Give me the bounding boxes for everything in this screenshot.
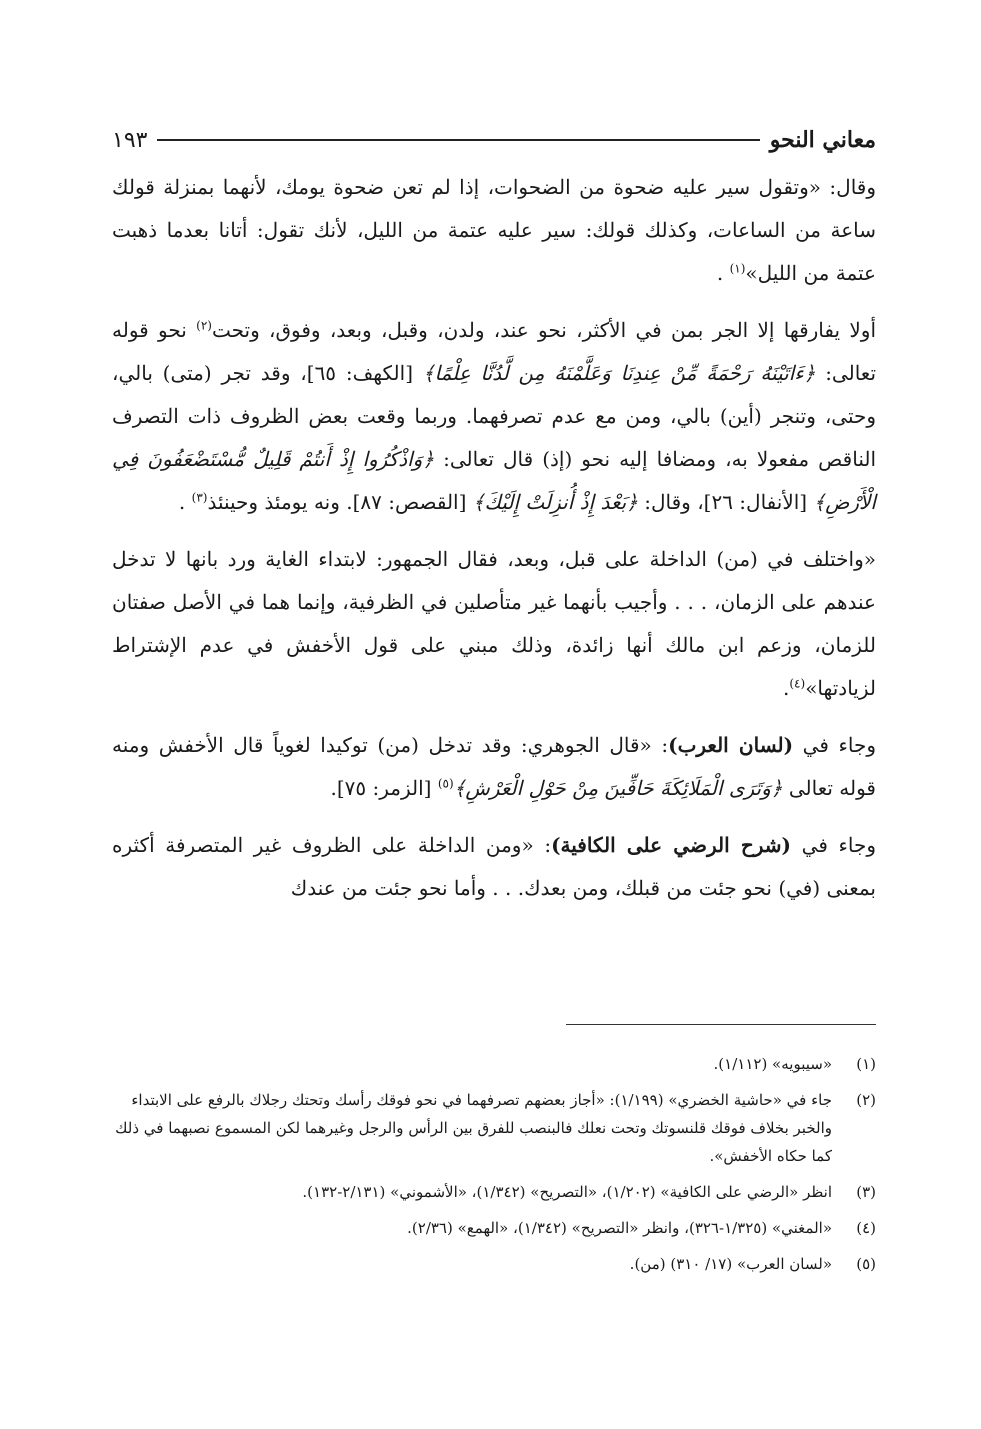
paragraph-text: [الأنفال: ٢٦]، وقال: [637,490,814,514]
footnote-ref: (٣) [191,490,208,505]
footnote-number: (١) [856,1055,876,1073]
footnote-ref: (٤) [789,676,806,691]
header-rule [157,139,759,141]
footnote-number: (٤) [856,1219,876,1237]
footnote-ref: (١) [729,261,746,276]
running-title: معاني النحو [769,127,876,153]
paragraph-text: [الكهف: ٦٥]، وقد تجر (متى) بالي، وحتى، وتنجر (أين) بالي، ومن مع عدم تصرفهما. وربما وقعت بعض الظروف ذات التصرف الناقص مفعولا به، ومضافا إليه نحو (إذ) قال تعالى: [112,361,876,471]
paragraph [112,724,876,810]
paragraph-text: : «قال الجوهري: وقد تدخل (من) توكيدا لغوياً قال الأخفش ومنه قوله تعالى [112,733,876,800]
paragraph [112,824,876,910]
quran-verse: ﴿ءَاتَيْنَهُ رَحْمَةً مِّنْ عِندِنَا وَعَلَّمْنَهُ مِن لَّدُنَّا عِلْمًا﴾ [422,361,816,385]
source-title: (شرح الرضي على الكافية) [551,833,792,857]
main-text [112,166,876,924]
footnote-text: انظر «الرضي على الكافية» (١/٢٠٢)، «التصريح» (١/٣٤٢)، «الأشموني» (٢/١٣١-١٣٢). [302,1183,832,1201]
paragraph-text: [الزمر: ٧٥]. [330,776,438,800]
footnote-text: جاء في «حاشية الخضري» (١/١٩٩): «أجاز بعضهم تصرفهما في نحو فوقك رأسك وتحتك رجلاك بالرفع على الابتداء والخبر بخلاف فوقك قلنسوتك وتحت نعلك فالبنصب للفرق بين الرأس والرجل وغيرهما لكن المسموع نصبهما في ذلك كما حكاه الأخفش». [115,1091,832,1165]
footnote-text: «المغني» (١/٣٢٥-٣٢٦)، وانظر «التصريح» (١/٣٤٢)، «الهمع» (٢/٣٦). [407,1219,832,1237]
footnote-number: (٢) [856,1091,876,1109]
footnote-number: (٣) [856,1183,876,1201]
page-header [112,120,876,160]
quran-verse: ﴿وَتَرَى الْمَلَائِكَةَ حَافِّينَ مِنْ حَوْلِ الْعَرْشِ﴾ [453,776,783,800]
paragraph-text: : «ومن الداخلة على الظروف غير المتصرفة أكثره بمعنى (في) نحو جئت من قبلك، ومن بعدك. . . وأما نحو جئت من عندك [112,833,876,900]
paragraph [112,166,876,295]
footnote-ref: (٥) [437,776,454,791]
footnote-number: (٥) [856,1255,876,1273]
page-number: ١٩٣ [112,127,148,153]
paragraph-text: . [178,490,192,514]
paragraph-text: «واختلف في (من) الداخلة على قبل، وبعد، فقال الجمهور: لابتداء الغاية ورد بانها لا تدخل عندهم على الزمان، . . . وأجيب بأنهما غير متأصلين في الظرفية، وإنما هما في الأصل صفتان للزمان، وزعم ابن مالك أنها زائدة، وذلك مبني على قول الأخفش في عدم الإشتراط لزيادتها» [112,547,876,700]
footnotes [112,1050,876,1286]
footnote [112,1214,876,1242]
paragraph-text: [القصص: ٨٧]. ونه يومئذ وحينئذ [207,490,473,514]
paragraph-text: . [716,261,730,285]
paragraph-text: وجاء في [791,833,877,857]
quran-verse: ﴿بَعْدَ إِذْ أُنزِلَتْ إِلَيْكَ﴾ [472,490,638,514]
footnote [112,1178,876,1206]
source-title: (لسان العرب) [668,733,794,757]
paragraph-text: نحو قوله تعالى: [112,318,877,385]
paragraph-text: أولا يفارقها إلا الجر بمن في الأكثر، نحو عند، ولدن، وقبل، وبعد، وفوق، وتحت [211,318,876,342]
footnote-text: «لسان العرب» (١٧/ ٣١٠) (من). [629,1255,832,1273]
paragraph [112,538,876,710]
quran-verse: ﴿وَاذْكُرُوا إِذْ أَنتُمْ قَلِيلٌ مُّسْتَضْعَفُونَ فِي الْأَرْضِ﴾ [112,447,876,514]
paragraph-text: . [783,676,790,700]
footnote-rule [566,1024,876,1025]
footnote-text: «سيبويه» (١/١١٢). [713,1055,832,1073]
footnote [112,1086,876,1170]
footnote [112,1250,876,1278]
paragraph-text: وجاء في [793,733,876,757]
paragraph-text: وقال: «وتقول سير عليه ضحوة من الضحوات، إذا لم تعن ضحوة يومك، لأنهما بمنزلة قولك ساعة من الساعات، وكذلك قولك: سير عليه عتمة من الليل، لأنك تقول: أتانا بعدما ذهبت عتمة من الليل» [112,175,877,285]
footnote-ref: (٢) [196,318,212,333]
paragraph [112,309,876,524]
footnote [112,1050,876,1078]
